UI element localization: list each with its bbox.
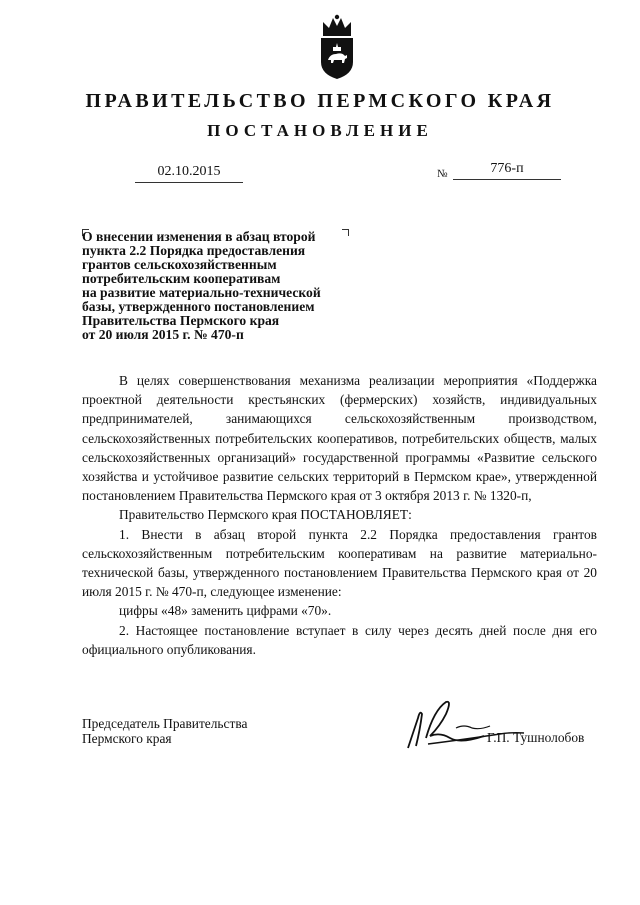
- document-body: [82, 371, 597, 659]
- body-paragraph: Правительство Пермского края ПОСТАНОВЛЯЕТ:: [119, 507, 412, 523]
- body-paragraph: В целях совершенствования механизма реализации мероприятия «Поддержка проектной деятельности крестьянских (фермерских) хозяйств, индивидуальных предпринимателей, занимающихся сельскохозяйственным производством, сельскохозяйственных потребительских кооперативов, потребительских обществ, малых сельскохозяйственных организаций» государственной программы «Развитие сельского хозяйства и устойчивое развитие сельских территорий в Пермском крае», утвержденной постановлением Правительства Пермского края от 3 октября 2013 г. № 1320-п,: [82, 373, 597, 504]
- document-subject: [82, 230, 372, 342]
- government-title: ПРАВИТЕЛЬСТВО ПЕРМСКОГО КРАЯ: [85, 90, 555, 112]
- body-paragraph: 1. Внести в абзац второй пункта 2.2 Порядка предоставления грантов сельскохозяйственным потребительским кооперативам на развитие материально-технической базы, утвержденного постановлением Правительства Пермского края от 20 июля 2015 г. № 470-п, следующее изменение:: [82, 526, 597, 600]
- subject-line: базы, утвержденного постановлением: [82, 299, 315, 314]
- handwritten-signature-icon: [400, 690, 530, 760]
- body-paragraph: 2. Настоящее постановление вступает в силу через десять дней после дня его официального опубликования.: [82, 622, 597, 657]
- signer-position: [82, 717, 247, 746]
- subject-line: пункта 2.2 Порядка предоставления: [82, 243, 306, 258]
- signer-position-line: Пермского края: [82, 730, 172, 746]
- subject-line: грантов сельскохозяйственным: [82, 257, 277, 272]
- subject-line: на развитие материально-технической: [82, 285, 321, 300]
- subject-line: потребительским кооперативам: [82, 271, 281, 286]
- subject-line: О внесении изменения в абзац второй: [82, 229, 316, 244]
- subject-line: от 20 июля 2015 г. № 470-п: [82, 327, 244, 342]
- document-date: 02.10.2015: [135, 164, 243, 183]
- document-number: 776-п: [453, 161, 561, 180]
- document-type: ПОСТАНОВЛЕНИЕ: [207, 121, 433, 140]
- number-sign: №: [437, 168, 448, 180]
- body-paragraph: цифры «48» заменить цифрами «70».: [119, 603, 332, 619]
- signer-position-line: Председатель Правительства: [82, 716, 248, 731]
- signer-name: Г.П. Тушнолобов: [487, 730, 585, 745]
- subject-line: Правительства Пермского края: [82, 313, 280, 328]
- perm-krai-coat-of-arms-icon: [318, 14, 356, 80]
